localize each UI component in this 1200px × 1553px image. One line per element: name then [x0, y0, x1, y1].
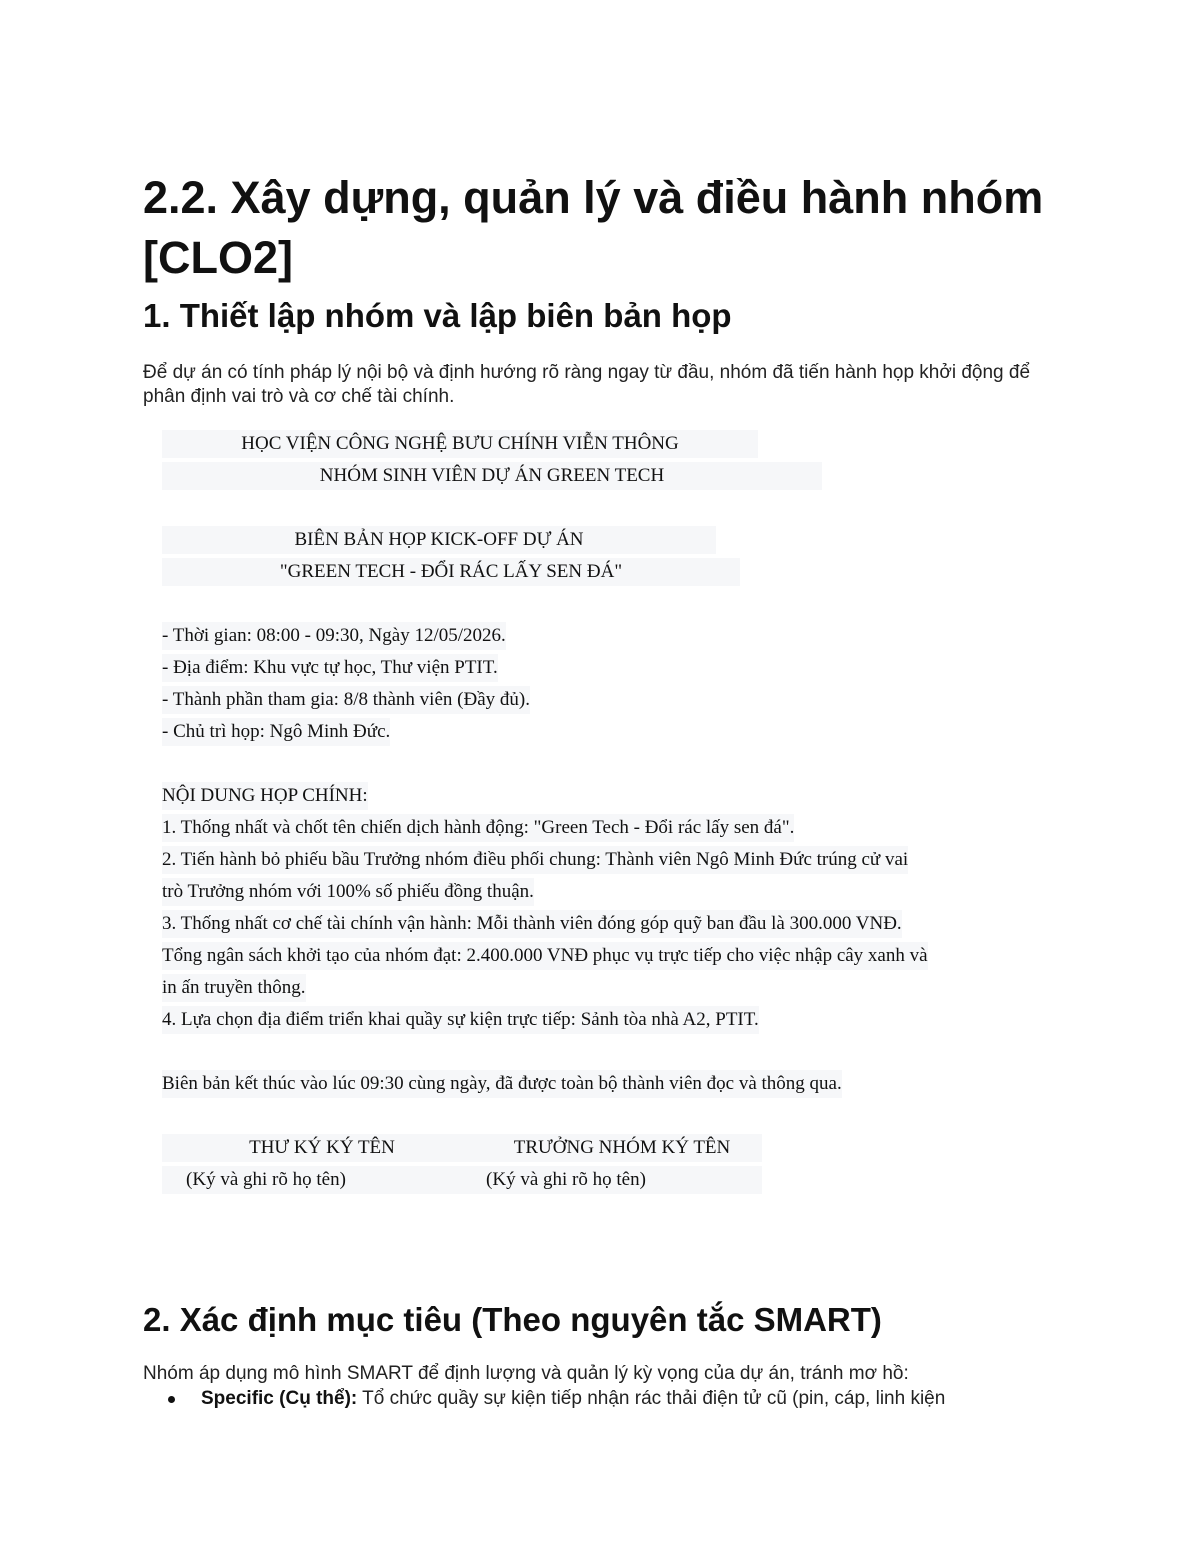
memo-content-line: 1. Thống nhất và chốt tên chiến dịch hành động: "Green Tech - Đổi rác lấy sen đá".: [162, 814, 794, 842]
smart-bullet-specific: [143, 1386, 1103, 1412]
bullet-label: Specific (Cụ thể):: [201, 1388, 358, 1409]
bullet-dot-icon: [168, 1396, 175, 1403]
memo-org-line-2: NHÓM SINH VIÊN DỰ ÁN GREEN TECH: [162, 462, 822, 490]
bullet-text: Tổ chức quầy sự kiện tiếp nhận rác thải điện tử cũ (pin, cáp, linh kiện: [357, 1388, 946, 1409]
leader-signature-note: (Ký và ghi rõ họ tên): [370, 1166, 762, 1194]
memo-content-heading: NỘI DUNG HỌP CHÍNH:: [162, 782, 368, 810]
section-1-intro: Để dự án có tính pháp lý nội bộ và định hướng rõ ràng ngay từ đầu, nhóm đã tiến hành họp khởi động để phân định vai trò và cơ chế tài chính.: [143, 362, 1031, 407]
memo-content-line: in ấn truyền thông.: [162, 974, 306, 1002]
secretary-signature-title: THƯ KÝ KÝ TÊN: [162, 1134, 482, 1162]
section-1-heading: 1. Thiết lập nhóm và lập biên bản họp: [143, 297, 732, 334]
memo-content-line: 2. Tiến hành bỏ phiếu bầu Trưởng nhóm điều phối chung: Thành viên Ngô Minh Đức trúng cử vai: [162, 846, 908, 874]
document-title: 2.2. Xây dựng, quản lý và điều hành nhóm [CLO2]: [143, 172, 1044, 283]
memo-doc-title-2: "GREEN TECH - ĐỔI RÁC LẤY SEN ĐÁ": [162, 558, 740, 586]
section-2-heading: 2. Xác định mục tiêu (Theo nguyên tắc SMART): [143, 1301, 882, 1338]
memo-content-line: trò Trưởng nhóm với 100% số phiếu đồng thuận.: [162, 878, 534, 906]
memo-detail-time: - Thời gian: 08:00 - 09:30, Ngày 12/05/2026.: [162, 622, 506, 650]
memo-content-line: Tổng ngân sách khởi tạo của nhóm đạt: 2.400.000 VNĐ phục vụ trực tiếp cho việc nhập cây xanh và: [162, 942, 928, 970]
memo-detail-attendees: - Thành phần tham gia: 8/8 thành viên (Đầy đủ).: [162, 686, 530, 714]
memo-closing: Biên bản kết thúc vào lúc 09:30 cùng ngày, đã được toàn bộ thành viên đọc và thông qua.: [162, 1070, 842, 1098]
leader-signature-title: TRƯỞNG NHÓM KÝ TÊN: [482, 1134, 762, 1162]
memo-detail-location: - Địa điểm: Khu vực tự học, Thư viện PTIT.: [162, 654, 498, 682]
memo-content-line: 4. Lựa chọn địa điểm triển khai quầy sự kiện trực tiếp: Sảnh tòa nhà A2, PTIT.: [162, 1006, 759, 1034]
secretary-signature-note: (Ký và ghi rõ họ tên): [162, 1166, 370, 1194]
section-2-intro: Nhóm áp dụng mô hình SMART để định lượng và quản lý kỳ vọng của dự án, tránh mơ hồ:: [143, 1363, 909, 1384]
memo-detail-chair: - Chủ trì họp: Ngô Minh Đức.: [162, 718, 390, 746]
memo-org-line-1: HỌC VIỆN CÔNG NGHỆ BƯU CHÍNH VIỄN THÔNG: [162, 430, 758, 458]
memo-content-line: 3. Thống nhất cơ chế tài chính vận hành: Mỗi thành viên đóng góp quỹ ban đầu là 300.000 VNĐ.: [162, 910, 902, 938]
memo-doc-title-1: BIÊN BẢN HỌP KICK-OFF DỰ ÁN: [162, 526, 716, 554]
